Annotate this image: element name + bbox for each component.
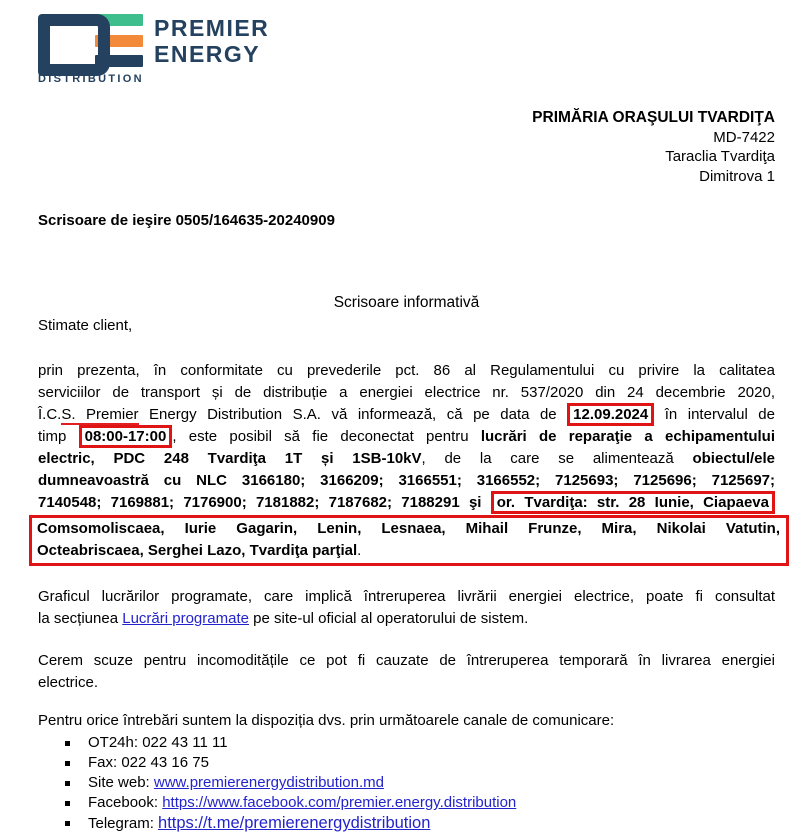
p1-line-7 [38, 492, 775, 514]
p1-line-1: prin prezenta, în conformitate cu prevederile pct. 86 al Regulamentului cu privire la calitatea [38, 362, 775, 379]
p1-line-4 [38, 426, 775, 448]
p1-l3-spellcheck-underline: S. Premier [61, 406, 139, 423]
contact-item-telegram [38, 813, 775, 834]
contact-fax: Fax: 022 43 16 75 [88, 754, 209, 771]
recipient-name: PRIMĂRIA ORAŞULUI TVARDIŢA [532, 109, 775, 126]
recipient-address-block [532, 108, 775, 186]
logo-wordmark [154, 15, 269, 67]
p3-line-2: electrice. [38, 674, 99, 691]
contact-item-fax [38, 753, 775, 773]
contact-telegram-label: Telegram: [88, 815, 159, 832]
contact-telegram-text [88, 813, 430, 834]
contact-facebook-label: Facebook: [88, 794, 163, 811]
contact-ot24h: OT24h: 022 43 11 11 [88, 734, 228, 751]
p1-l7-bold: 7140548; 7169881; 7176900; 7181882; 7187682; 7188291 şi [38, 494, 491, 511]
contact-item-ot24h [38, 733, 775, 753]
highlight-box-streets-start: or. Tvardiţa: str. 28 Iunie, Ciapaeva [491, 491, 775, 514]
p1-l5-text: , de la care se alimentează [421, 450, 693, 467]
p1-l9-period: . [357, 542, 362, 559]
bullet-square-icon [65, 781, 70, 786]
premier-energy-logo [38, 14, 269, 85]
logo-p-icon [38, 14, 88, 68]
link-facebook[interactable]: https://www.facebook.com/premier.energy.distribution [162, 794, 517, 811]
salutation: Stimate client, [38, 317, 133, 334]
contact-site-text [88, 773, 384, 793]
p1-l4-text: timp [38, 428, 79, 445]
highlight-box-time: 08:00-17:00 [79, 425, 173, 448]
letter-body [37, 360, 780, 834]
logo-subtitle: DISTRIBUTION [38, 73, 144, 85]
bullet-square-icon [65, 741, 70, 746]
recipient-street: Dimitrova 1 [699, 167, 775, 185]
p1-line-9 [37, 540, 780, 562]
p1-l4-text2: , este posibil să fie deconectat pentru [172, 428, 481, 445]
outgoing-letter-reference: Scrisoare de ieşire 0505/164635-20240909 [38, 212, 335, 229]
p1-l3-text3: în intervalul de [654, 406, 775, 423]
p1-line-2: serviciilor de transport și de distribuție a energiei electrice nr. 537/2020 din 24 decembrie 2020, [38, 384, 775, 401]
letter-title: Scrisoare informativă [333, 294, 480, 311]
contact-item-website [38, 773, 775, 793]
contact-item-facebook [38, 793, 775, 813]
p3-line-1: Cerem scuze pentru incomoditățile ce pot fi cauzate de întreruperea temporară în livrarea energiei [38, 652, 775, 669]
p2-line-1: Graficul lucrărilor programate, care implică întreruperea livrării energiei electrice, poate fi consultat [38, 588, 775, 605]
paragraph-apology [38, 650, 775, 694]
p1-line-6: dumneavoastră cu NLC 3166180; 3166209; 3166551; 3166552; 7125693; 7125696; 7125697; [38, 472, 775, 489]
bullet-square-icon [65, 801, 70, 806]
p2-l2-text: la secțiunea [38, 610, 123, 627]
bullet-square-icon [65, 761, 70, 766]
p1-l3-text2: Energy Distribution S.A. vă informează, că pe data de [138, 406, 568, 423]
contact-list [38, 733, 775, 834]
recipient-postal-code: MD-7422 [713, 128, 775, 146]
link-telegram[interactable]: https://t.me/premierenergydistribution [158, 814, 431, 832]
link-website[interactable]: www.premierenergydistribution.md [153, 774, 384, 791]
highlight-box-streets [29, 515, 789, 566]
p1-l5-bold2: obiectul/ele [692, 450, 776, 467]
p1-line-8: Comsomoliscaea, Iurie Gagarin, Lenin, Lesnaea, Mihail Frunze, Mira, Nikolai Vatutin, [37, 520, 780, 537]
logo-word-premier: PREMIER [154, 15, 270, 41]
p1-l3-text: Î.C. [38, 406, 62, 423]
paragraph-contacts-intro: Pentru orice întrebări suntem la dispoziția dvs. prin următoarele canale de comunicare: [38, 712, 615, 729]
contact-site-label: Site web: [88, 774, 154, 791]
highlight-box-date: 12.09.2024 [567, 403, 654, 426]
p2-l2-text2: pe site-ul oficial al operatorului de sistem. [248, 610, 529, 627]
p1-l9-bold: Octeabriscaea, Serghei Lazo, Tvardiţa parţial [37, 542, 358, 559]
p1-line-5 [38, 448, 775, 470]
bullet-square-icon [65, 821, 70, 826]
p1-l4-bold: lucrări de reparaţie a echipamentului [480, 428, 775, 445]
recipient-locality: Taraclia Tvardiţa [665, 148, 775, 165]
logo-word-energy: ENERGY [154, 41, 261, 67]
paragraph-notice [37, 360, 780, 566]
p1-line-3 [38, 404, 775, 426]
p1-l5-bold: electric, PDC 248 Tvardiţa 1T și 1SB-10kV [38, 450, 422, 467]
paragraph-schedule [38, 586, 775, 630]
link-lucrari-programate[interactable]: Lucrări programate [122, 610, 249, 627]
contact-facebook-text [88, 793, 516, 813]
p2-line-2 [38, 608, 775, 630]
